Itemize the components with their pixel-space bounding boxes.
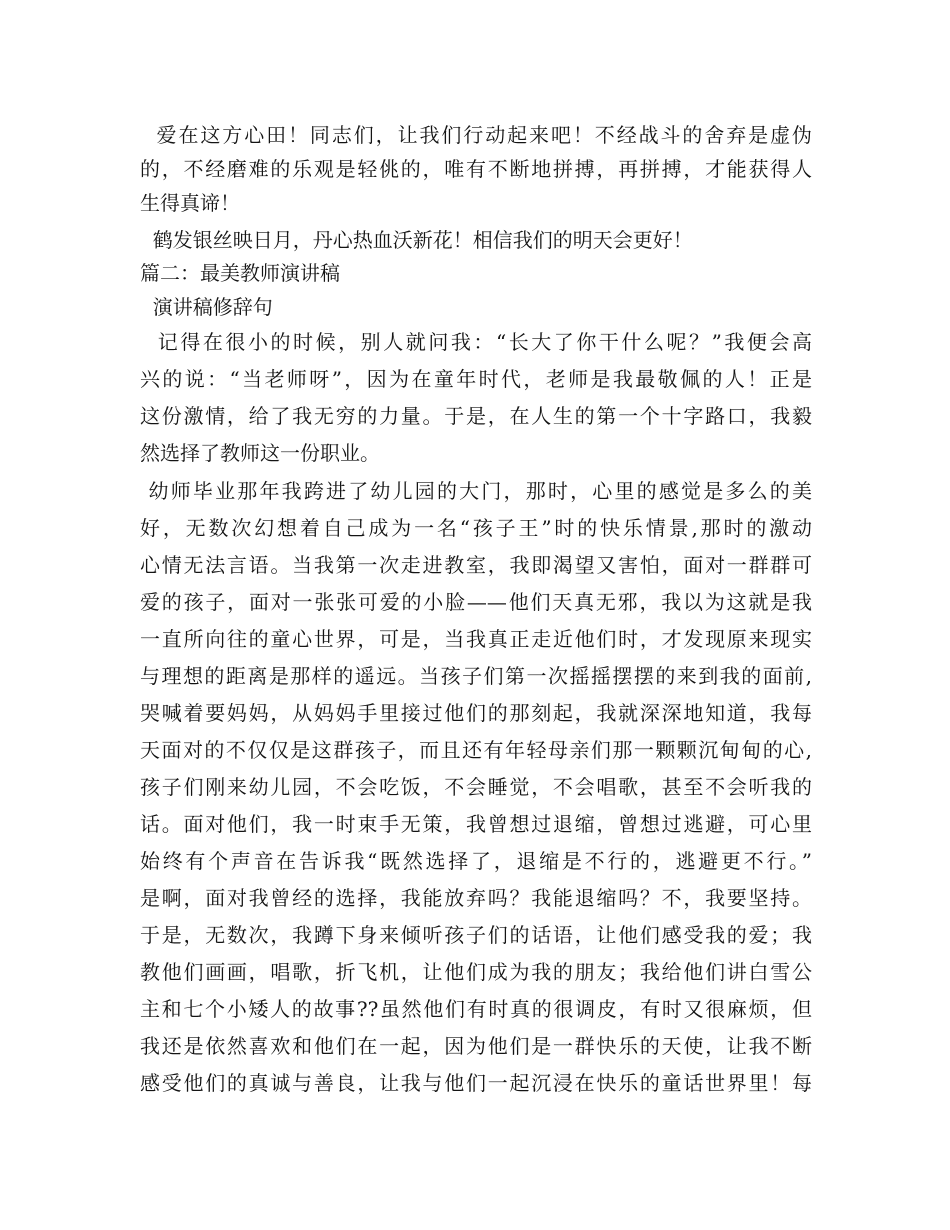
paragraph-4-line: 与理想的距离是那样的遥远。当孩子们第一次摇摇摆摆的来到我的面前, (140, 664, 812, 688)
paragraph-3-line: 记得在很小的时候，别人就问我：“长大了你干什么呢？”我便会高 (140, 330, 812, 354)
paragraph-1-line: 的，不经磨难的乐观是轻佻的，唯有不断地拼搏，再拼搏，才能获得人 (140, 157, 812, 181)
paragraph-4-line: 话。面对他们，我一时束手无策，我曾想过退缩，曾想过逃避，可心里 (140, 812, 812, 836)
paragraph-1-line: 爱在这方心田！同志们，让我们行动起来吧！不经战斗的舍弃是虚伪 (140, 123, 812, 147)
paragraph-4-line: 哭喊着要妈妈，从妈妈手里接过他们的那刻起，我就深深地知道，我每 (140, 701, 812, 725)
paragraph-3-line: 兴的说：“当老师呀”，因为在童年时代，老师是我最敬佩的人！正是 (140, 367, 812, 391)
paragraph-4-line: 我还是依然喜欢和他们在一起，因为他们是一群快乐的天使，让我不断 (140, 1034, 812, 1058)
paragraph-4-line: 爱的孩子，面对一张张可爱的小脸——他们天真无邪，我以为这就是我 (140, 590, 812, 614)
paragraph-4-line: 一直所向往的童心世界，可是，当我真正走近他们时，才发现原来现实 (140, 627, 812, 651)
paragraph-4-line: 教他们画画，唱歌，折飞机，让他们成为我的朋友；我给他们讲白雪公 (140, 960, 812, 984)
paragraph-4-line: 心情无法言语。当我第一次走进教室，我即渴望又害怕，面对一群群可 (140, 553, 812, 577)
paragraph-3-line: 这份激情，给了我无穷的力量。于是，在人生的第一个十字路口，我毅 (140, 404, 812, 428)
paragraph-4-line: 幼师毕业那年我跨进了幼儿园的大门，那时，心里的感觉是多么的美 (140, 479, 812, 503)
paragraph-4-line: 主和七个小矮人的故事??虽然他们有时真的很调皮，有时又很麻烦，但 (140, 997, 812, 1021)
paragraph-3-line: 然选择了教师这一份职业。 (140, 441, 380, 465)
paragraph-4-line: 是啊，面对我曾经的选择，我能放弃吗？我能退缩吗？不，我要坚持。 (140, 886, 812, 910)
paragraph-4-line: 孩子们刚来幼儿园，不会吃饭，不会睡觉，不会唱歌，甚至不会听我的 (140, 775, 812, 799)
paragraph-4-line: 好，无数次幻想着自己成为一名“孩子王”时的快乐情景,那时的激动 (140, 516, 812, 540)
paragraph-4-line: 于是，无数次，我蹲下身来倾听孩子们的话语，让他们感受我的爱；我 (140, 923, 812, 947)
paragraph-2-line: 鹤发银丝映日月，丹心热血沃新花！相信我们的明天会更好！ (140, 228, 693, 252)
paragraph-4-line: 始终有个声音在告诉我“既然选择了，退缩是不行的，逃避更不行。” (140, 849, 812, 873)
section-heading: 篇二：最美教师演讲稿 (140, 261, 340, 285)
paragraph-1-line: 生得真谛！ (140, 191, 240, 215)
paragraph-4-line: 天面对的不仅仅是这群孩子，而且还有年轻母亲们那一颗颗沉甸甸的心, (140, 738, 812, 762)
subheading: 演讲稿修辞句 (140, 295, 273, 319)
paragraph-4-line: 感受他们的真诚与善良，让我与他们一起沉浸在快乐的童话世界里！每 (140, 1071, 812, 1095)
